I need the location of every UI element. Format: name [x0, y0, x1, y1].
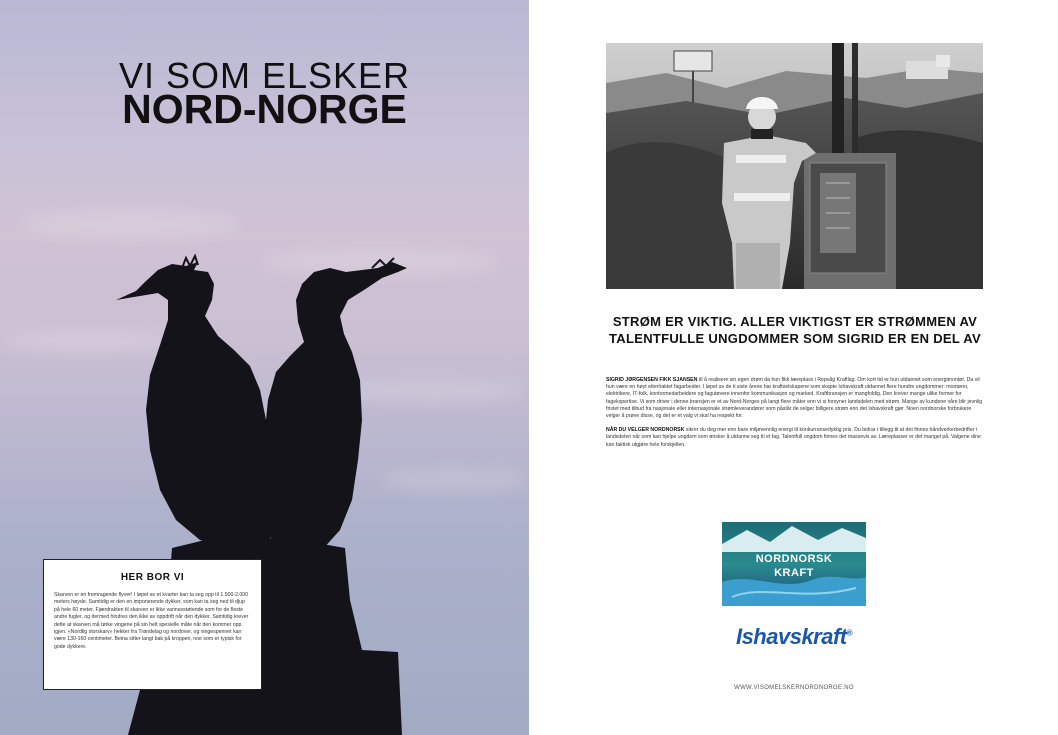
website-url[interactable]: WWW.VISOMELSKERNORDNORGE.NO — [734, 685, 854, 691]
ishavskraft-brand — [709, 624, 879, 650]
headline-line1: VI SOM ELSKER — [118, 55, 411, 96]
brand-name: Ishavskraft — [735, 624, 847, 649]
article-paragraph-2 — [606, 427, 983, 449]
info-box-body: Skarven er en fremragende flyver! I løpet av et kvarter kan ta seg opp til 1.500-2.000 meters høyde. Samtidig er den en imponerende dykker, som kan ta seg ned til djup på hele 60 meter. Fjærdrakten til skarven er ikke vannavstøtende som for de fleste andre fugler, og dermed hindres den ikke av oppdrift når den dykker. Samtidig krever dette at skarven må tørke vingene på sin helt spesielle måte når den kommer opp igjen. «Nordlig storskarv» hekker fra Trøndelag og nordover, og vingespennet kan være 130-160 centimeter. Beina sitter langt bak på kroppen, noe som er typisk for gode dykkere. — [54, 592, 249, 650]
left-cormorant-silhouette — [116, 262, 272, 555]
article-body — [606, 377, 983, 456]
info-box-title: HER BOR VI — [120, 572, 185, 583]
paragraph-1-lead: SIGRID JØRGENSEN FIKK SJANSEN — [606, 377, 698, 383]
right-cormorant-silhouette — [264, 262, 407, 556]
logo-line2: KRAFT — [774, 567, 814, 579]
brand-mark: ® — [846, 628, 853, 638]
worker-photo — [606, 43, 983, 289]
paragraph-2-text: sikrer du deg mer enn bare miljøvennlig energi til konkurransedyktig pris. Du bidrar i tillegg til at det finnes håndverkerbedrifter i landsdelen når som kan hjelpe ungdom som ønsker å utdanne seg til et fag. Talentfull ungdom finnes det massevis av. Læreplasser er det mangel på. Valgene dine kan faktisk utgjøre hele forskjellen. — [606, 427, 981, 448]
article-headline: STRØM ER VIKTIG. ALLER VIKTIGST ER STRØMMEN AV TALENTFULLE UNGDOMMER SOM SIGRID ER EN DEL AV — [609, 314, 981, 346]
article-paragraph-1 — [606, 377, 983, 420]
logo-line1: NORDNORSK — [755, 553, 833, 565]
paragraph-1-text: til å realisere sin egen drøm da hun fikk læreplass i Repvåg Kraftlag. Om kort tid er hun utdannet som energimontør. Da vil hun være en høyt etterlraktet fagarbeider. I løpet av de ti siste årene har kraftselskapene som skapte Ishavskraft utdannet flere hundre ungdommer: montører, elektrikere, IT-folk, kontormedarbeidere og fagutøvere innenfor kommunikasjon og marked. Kraftbransjen er mangfoldig. Den krever mange ulike former for fagekspertise. Vi som driver i denne bransjen er et av Nord-Norges på langt flere måter enn vi si forsyner landsdelen med strøm. Mange av kundene våre blir jevnlig fristet med tilbud fra nasjonale eller internasjonale strømleverandører som påstår de selger billigere strøm enn det Ishavskraft gjør. Noen nordnorske forbrukere velger å prøve disse, og det er et valg vi skal ha respekt for. — [606, 377, 983, 420]
headline-line2: NORD-NORGE — [122, 86, 407, 132]
right-page — [529, 0, 1058, 735]
info-box — [43, 559, 262, 690]
paragraph-2-lead: NÅR DU VELGER NORDNORSK — [606, 427, 685, 434]
